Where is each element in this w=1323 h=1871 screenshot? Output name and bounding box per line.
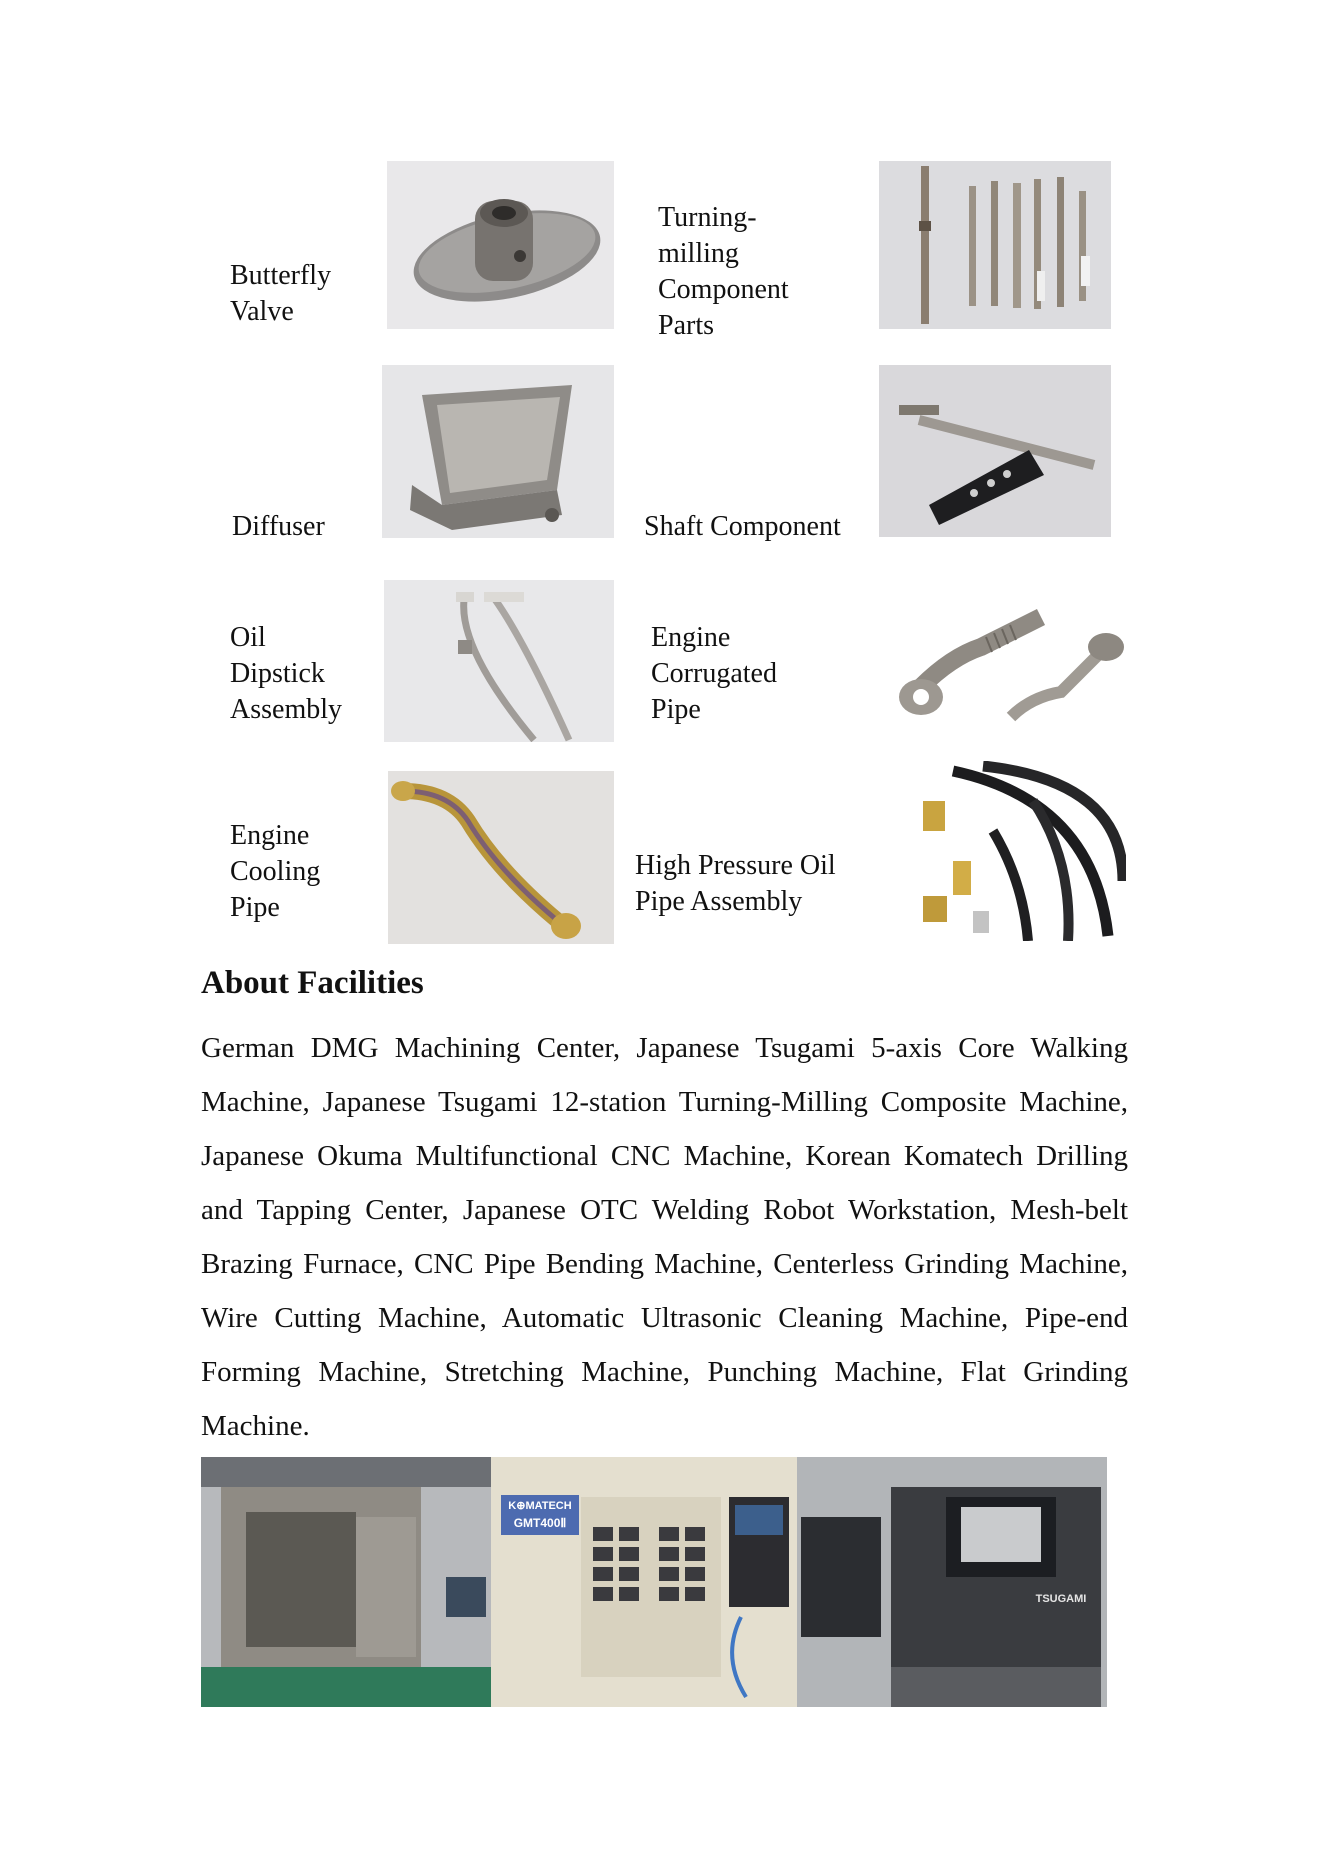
label-butterfly-valve: Butterfly Valve [230, 260, 332, 327]
photo-oil-dipstick [384, 580, 614, 742]
photo-shaft-component [879, 365, 1111, 537]
label-diffuser: Diffuser [232, 511, 325, 542]
label-high-pressure: High Pressure Oil Pipe Assembly [635, 850, 836, 917]
photo-turning-milling [879, 161, 1111, 329]
photo-high-pressure [893, 761, 1126, 941]
photo-engine-corrugated [891, 597, 1127, 737]
label-shaft-component: Shaft Component [644, 511, 841, 542]
komatech-model-text: GMT400Ⅱ [513, 1516, 567, 1530]
photo-butterfly-valve [387, 161, 614, 329]
photo-machines [201, 1457, 1107, 1707]
label-engine-cooling: Engine Cooling Pipe [230, 820, 321, 923]
photo-diffuser [382, 365, 614, 538]
photo-engine-cooling [388, 771, 614, 944]
facilities-paragraph: German DMG Machining Center, Japanese Tsugami 5-axis Core Walking Machine, Japanese Tsugami 12-station Turning-Milling Composite Machine, Japanese Okuma Multifunctional CNC Machine, Korean Komatech Drilling and Tapping Center, Japanese OTC Welding Robot Workstation, Mesh-belt Brazing Furnace, CNC Pipe Bending Machine, Centerless Grinding Machine, Wire Cutting Machine, Automatic Ultrasonic Cleaning Machine, Pipe-end Forming Machine, Stretching Machine, Punching Machine, Flat Grinding Machine. [201, 1032, 1128, 1442]
label-turning-milling: Turning-milling Component Parts [658, 202, 789, 341]
label-engine-corrugated: Engine Corrugated Pipe [651, 622, 777, 725]
label-oil-dipstick: Oil Dipstick Assembly [230, 622, 342, 725]
section-heading-about-facilities: About Facilities [201, 965, 424, 1001]
tsugami-brand-text: TSUGAMI [1035, 1593, 1087, 1605]
komatech-brand-text: K⊕MATECH [508, 1500, 572, 1512]
